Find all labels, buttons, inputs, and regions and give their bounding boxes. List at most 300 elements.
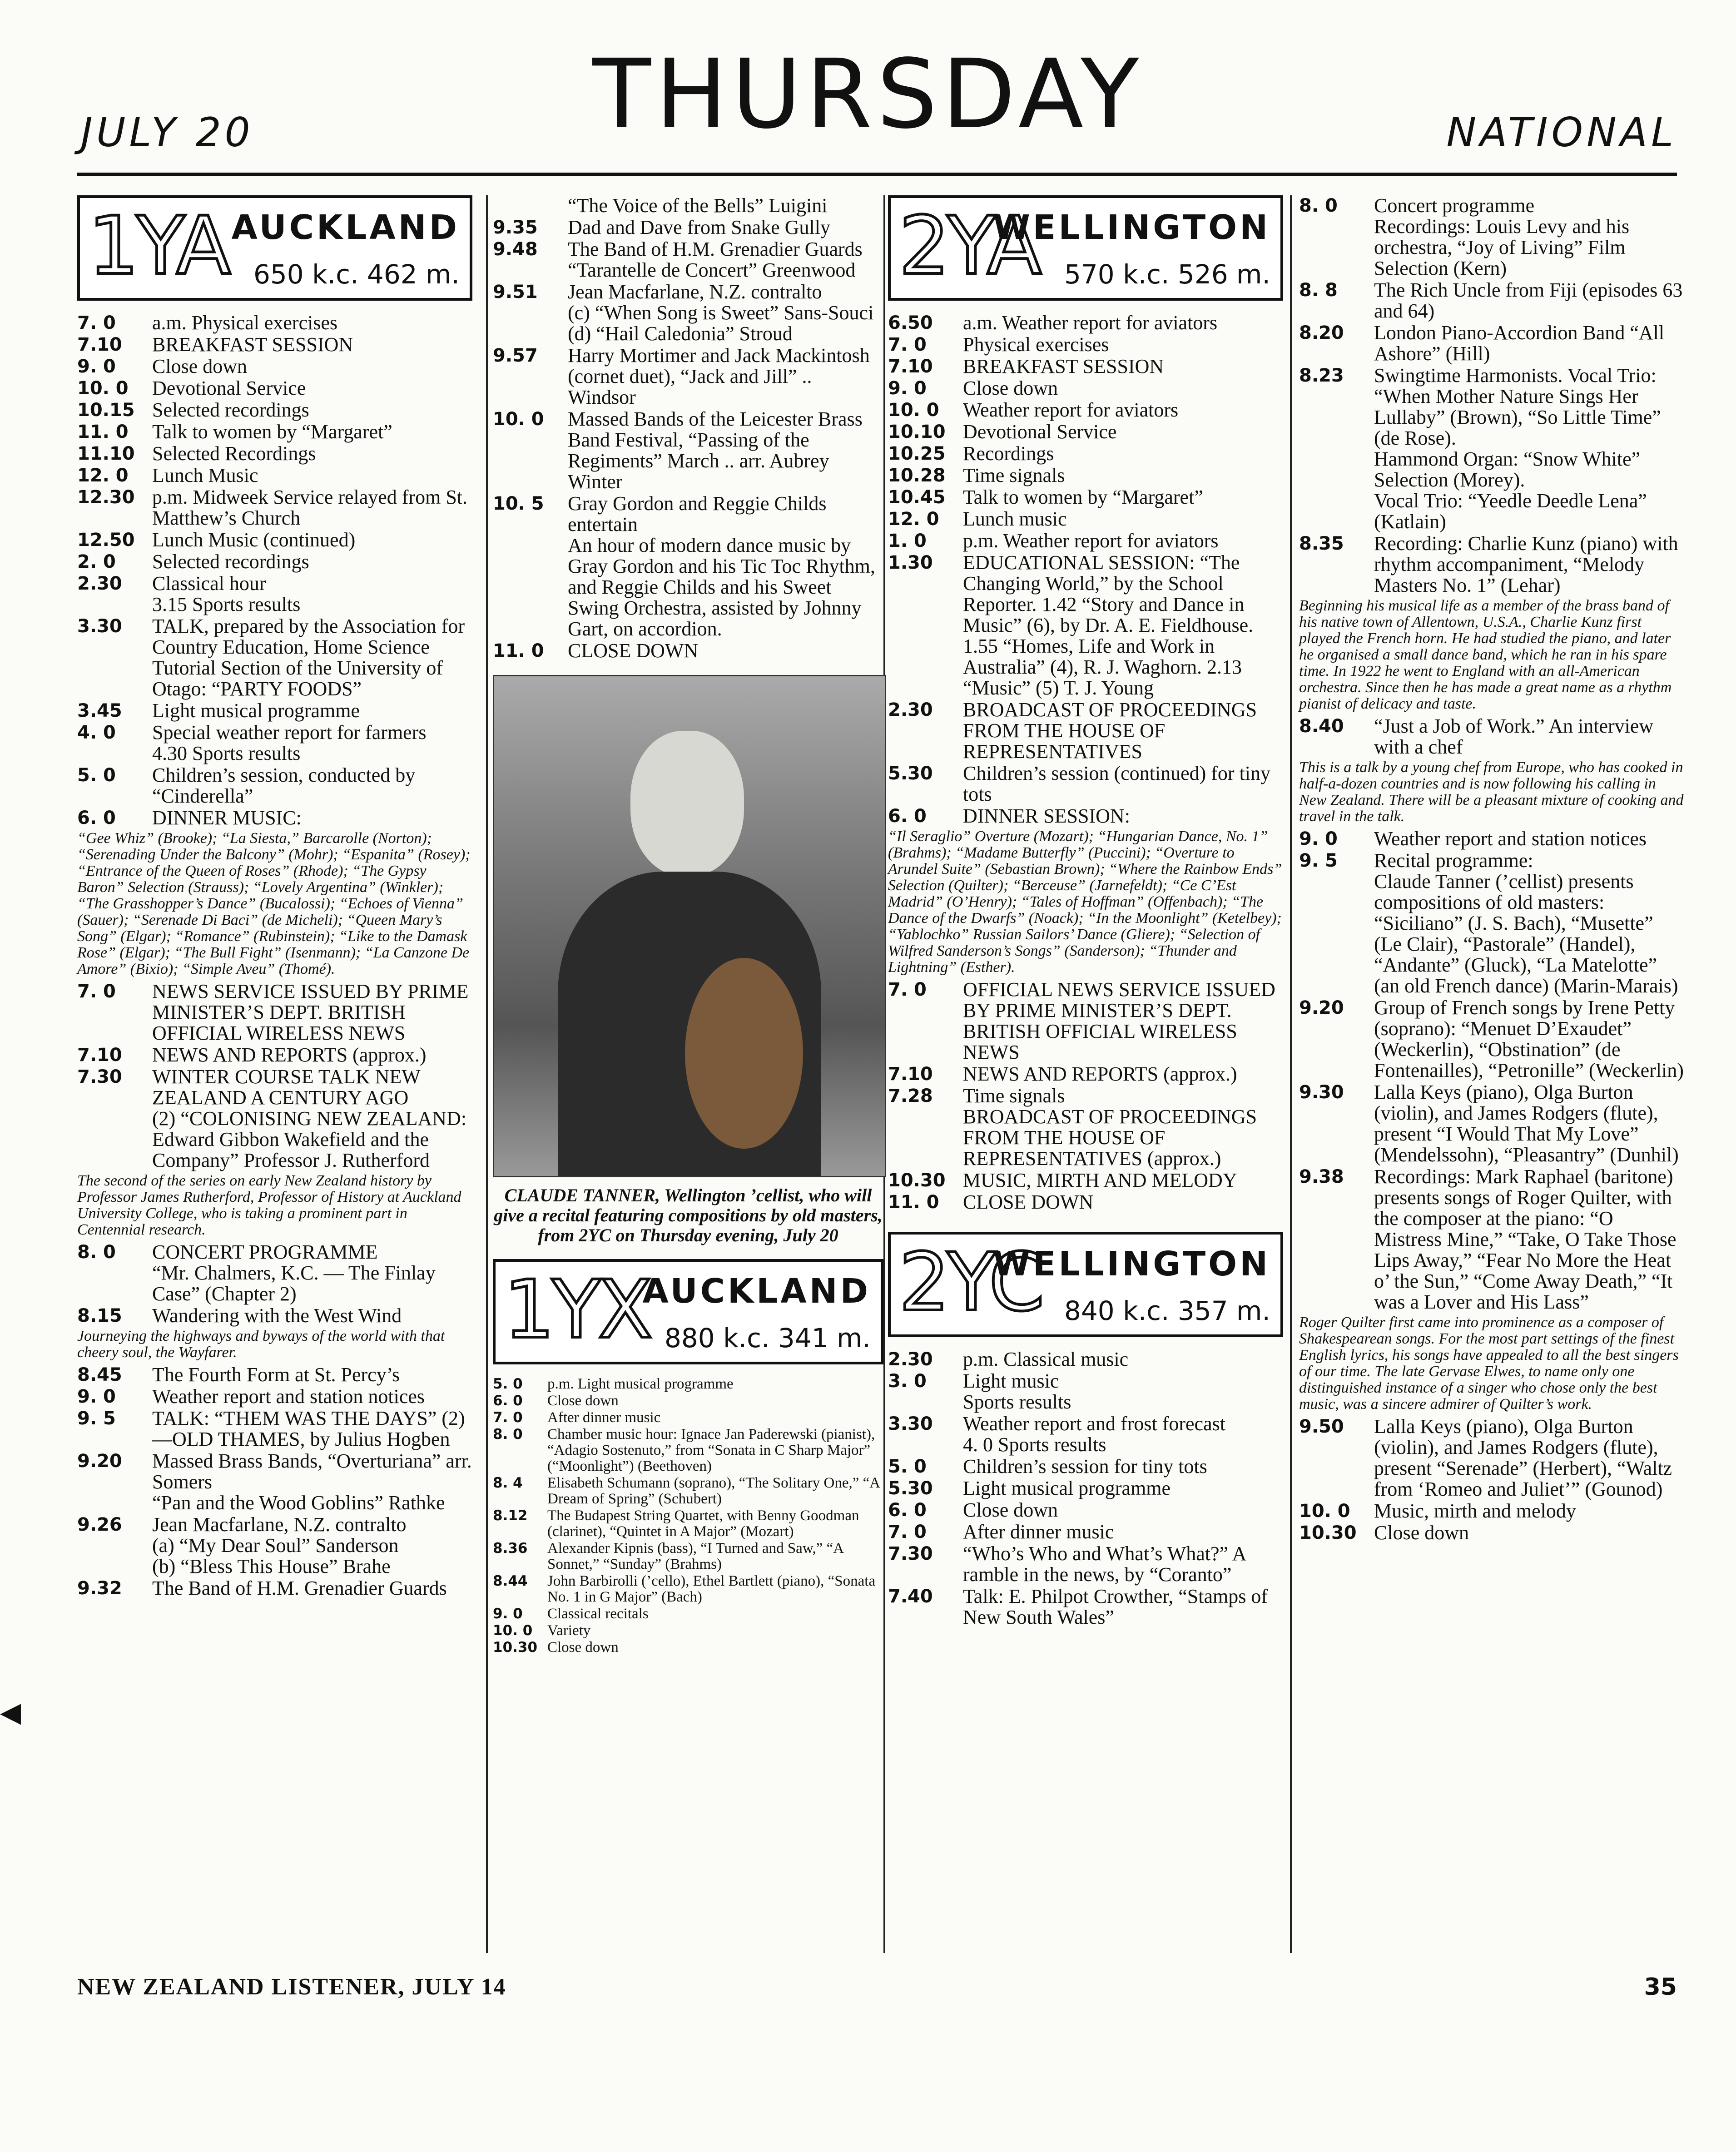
schedule-entry	[888, 1086, 1283, 1169]
header-network: NATIONAL	[1446, 109, 1677, 156]
schedule-entry	[77, 421, 472, 442]
schedule-entry	[888, 1349, 1283, 1370]
schedule-entry	[77, 530, 472, 550]
entry-time: 6.50	[888, 312, 933, 333]
column-1yA	[77, 195, 472, 1600]
station-city: WELLINGTON	[993, 208, 1270, 247]
entry-time: 8.35	[1299, 533, 1344, 554]
entry-time: 9.57	[493, 345, 538, 366]
schedule-entry	[77, 334, 472, 355]
schedule-list	[1299, 716, 1685, 758]
entry-description: Classical hour 3.15 Sports results	[152, 572, 301, 615]
schedule-entry	[1299, 997, 1685, 1081]
header-date: JULY 20	[81, 109, 254, 156]
entry-time: 9.50	[1299, 1416, 1344, 1437]
schedule-entry	[1299, 280, 1685, 322]
entry-time: 7.28	[888, 1086, 933, 1106]
schedule-entry	[493, 640, 883, 661]
schedule-entry	[888, 1192, 1283, 1213]
entry-time: 10. 0	[888, 400, 939, 421]
entry-time: 3.30	[888, 1413, 933, 1434]
schedule-entry	[493, 1508, 883, 1540]
entry-description: Children’s session, conducted by “Cinderella”	[152, 764, 416, 807]
schedule-entry	[77, 465, 472, 486]
schedule-entry	[493, 1573, 883, 1605]
entry-time: 9. 5	[77, 1408, 116, 1429]
entry-time: 7. 0	[77, 312, 116, 333]
dinner-music-note: “Gee Whiz” (Brooke); “La Siesta,” Barcarolle (Norton); “Serenading Under the Balcony” (Mohr); “Espanita” (Rosey); “Entrance of the Queen of Roses” (Rhode); “The Gypsy Baron” Selection (Strauss); “Lovely Argentina” (Winkler); “The Grasshopper’s Dance” (Bucalossi); “Echoes of Vienna” (Sauer); “Serenade Di Baci” (de Micheli); “Queen Mary’s Song” (Elgar); “Romance” (Rubinstein); “Like to the Damask Rose” (Elgar); “The Bull Fight” (Isenmann); “La Canzone De Amore” (Bixio); “Simple Aveu” (Thomé).	[77, 830, 471, 977]
entry-time: 9. 5	[1299, 850, 1338, 871]
column-divider	[486, 195, 488, 1953]
entry-description: Weather report and station notices	[1374, 828, 1647, 850]
entry-time: 9.51	[493, 282, 538, 302]
entry-time: 10.30	[493, 1639, 538, 1656]
entry-description: TALK, prepared by the Association for Country Education, Home Science Tutorial Section of the University of Otago: “PARTY FOODS”	[152, 615, 465, 700]
entry-description: p.m. Light musical programme	[547, 1376, 734, 1392]
entry-time: 2. 0	[77, 551, 116, 572]
entry-description: TALK: “THEM WAS THE DAYS” (2)—OLD THAMES, by Julius Hogben	[152, 1407, 465, 1450]
quilter-note: Roger Quilter first came into prominence as a composer of Shakespearean songs. For the most part settings of the finest English lyrics, his songs have appealed to all the best singers of our time. The late Gervase Elwes, to name only one distinguished instance of a singer who chose only the best music, was a sincere admirer of Quilter’s work.	[1299, 1314, 1679, 1413]
station-logo: 2YA	[899, 199, 1039, 293]
entry-time: 9.48	[493, 239, 538, 260]
column-2	[493, 195, 883, 1656]
entry-description: a.m. Weather report for aviators	[963, 312, 1218, 334]
entry-time: 12. 0	[888, 509, 939, 530]
schedule-entry	[77, 616, 472, 699]
entry-description: Children’s session (continued) for tiny tots	[963, 762, 1271, 805]
entry-time	[493, 195, 568, 216]
entry-time: 8.12	[493, 1507, 528, 1524]
schedule-entry	[1299, 850, 1685, 997]
entry-time: 6. 0	[888, 806, 927, 827]
entry-time: 10. 0	[493, 1622, 533, 1639]
entry-description: Close down	[547, 1393, 619, 1409]
entry-description: Wandering with the West Wind	[152, 1304, 402, 1327]
entry-time: 12.30	[77, 487, 135, 508]
schedule-entry	[77, 1408, 472, 1450]
schedule-entry	[77, 808, 472, 828]
station-logo: 2YC	[899, 1236, 1042, 1329]
entry-description: NEWS AND REPORTS (approx.)	[152, 1044, 427, 1066]
entry-time: 5. 0	[493, 1376, 523, 1392]
schedule-entry	[77, 551, 472, 572]
entry-description: Alexander Kipnis (bass), “I Turned and Saw,” “A Sonnet,” “Sunday” (Brahms)	[547, 1540, 843, 1572]
entry-description: The Budapest String Quartet, with Benny Goodman (clarinet), “Quintet in A Major” (Mozart)	[547, 1507, 859, 1540]
entry-description: BREAKFAST SESSION	[152, 333, 353, 356]
entry-description: Recording: Charlie Kunz (piano) with rhythm accompaniment, “Melody Masters No. 1” (Lehar)	[1374, 532, 1678, 596]
entry-description: Dad and Dave from Snake Gully	[568, 216, 830, 238]
schedule-entry	[493, 1606, 883, 1622]
column-4	[1299, 195, 1685, 1544]
entry-time: 8.15	[77, 1305, 122, 1326]
wind-note: Journeying the highways and byways of the world with that cheery soul, the Wayfarer.	[77, 1328, 445, 1361]
entry-time: 1.30	[888, 552, 933, 573]
entry-description: CLOSE DOWN	[568, 640, 699, 662]
entry-description: Massed Bands of the Leicester Brass Band Festival, “Passing of the Regiments” March .. arr. Aubrey Winter	[568, 408, 863, 493]
entry-time: 11. 0	[77, 421, 129, 442]
schedule-entry	[1299, 195, 1685, 279]
entry-time: 9.26	[77, 1514, 122, 1535]
entry-description: a.m. Physical exercises	[152, 312, 338, 334]
schedule-entry	[888, 531, 1283, 551]
entry-description: DINNER MUSIC:	[152, 807, 302, 829]
entry-time: 5.30	[888, 1478, 933, 1499]
entry-time: 5.30	[888, 763, 933, 784]
schedule-entry	[888, 334, 1283, 355]
column-2ya	[888, 195, 1283, 1629]
schedule-list	[493, 195, 883, 661]
schedule-list	[888, 979, 1283, 1213]
entry-time: 8. 8	[1299, 280, 1338, 301]
schedule-entry	[1299, 1082, 1685, 1165]
schedule-entry	[888, 509, 1283, 530]
schedule-entry	[888, 1500, 1283, 1521]
entry-time: 2.30	[77, 573, 122, 594]
entry-description: Chamber music hour: Ignace Jan Paderewski (pianist), “Adagio Sostenuto,” from “Sonata in C Sharp Major” (“Moonlight”) (Beethoven)	[547, 1426, 875, 1474]
entry-description: DINNER SESSION:	[963, 805, 1130, 827]
entry-description: WINTER COURSE TALK NEW ZEALAND A CENTURY AGO (2) “COLONISING NEW ZEALAND: Edward Gibbon Wakefield and the Company” Professor J. Rutherford	[152, 1066, 467, 1171]
entry-time: 7. 0	[888, 334, 927, 355]
entry-description: Lunch Music	[152, 464, 258, 486]
entry-time: 7.10	[888, 356, 933, 377]
entry-description: Devotional Service	[963, 421, 1117, 443]
entry-time: 4. 0	[77, 722, 116, 743]
schedule-entry	[493, 345, 883, 408]
entry-description: Selected recordings	[152, 399, 309, 421]
entry-time: 11.10	[77, 443, 135, 464]
entry-time: 7. 0	[888, 979, 927, 1000]
schedule-entry	[888, 378, 1283, 399]
entry-time: 9. 0	[493, 1606, 523, 1622]
entry-time: 9.20	[77, 1451, 122, 1472]
entry-time: 9. 0	[77, 356, 116, 377]
entry-description: p.m. Midweek Service relayed from St. Matthew’s Church	[152, 486, 468, 529]
schedule-entry	[1299, 1166, 1685, 1313]
entry-description: Lunch music	[963, 508, 1067, 530]
entry-time: 7.10	[888, 1064, 933, 1085]
entry-description: The Band of H.M. Grenadier Guards	[152, 1577, 447, 1599]
schedule-entry	[888, 1522, 1283, 1542]
talk-note: The second of the series on early New Zealand history by Professor James Rutherford, Professor of History at Auckland University College, who is taking a prominent part in Centennial research.	[77, 1172, 461, 1238]
header-rule	[77, 173, 1677, 176]
entry-time: 12.50	[77, 530, 135, 550]
schedule-entry	[493, 195, 883, 216]
entry-time: 8.44	[493, 1573, 528, 1589]
schedule-entry	[493, 1427, 883, 1474]
station-city: AUCKLAND	[642, 1272, 871, 1311]
schedule-entry	[888, 552, 1283, 699]
entry-description: After dinner music	[963, 1521, 1114, 1543]
schedule-entry	[888, 465, 1283, 486]
entry-description: Talk: E. Philpot Crowther, “Stamps of New South Wales”	[963, 1585, 1268, 1628]
schedule-list	[888, 312, 1283, 827]
schedule-entry	[77, 1364, 472, 1385]
schedule-entry	[888, 1170, 1283, 1191]
entry-time: 3. 0	[888, 1371, 927, 1392]
entry-description: Close down	[547, 1639, 619, 1656]
entry-description: MUSIC, MIRTH AND MELODY	[963, 1169, 1237, 1191]
entry-description: “The Voice of the Bells” Luigini	[568, 194, 828, 217]
entry-time: 11. 0	[888, 1192, 939, 1213]
schedule-entry	[77, 700, 472, 721]
margin-arrow-icon: ◀	[0, 1697, 21, 1727]
entry-description: The Band of H.M. Grenadier Guards “Tarantelle de Concert” Greenwood	[568, 238, 863, 281]
entry-time: 8. 0	[77, 1242, 116, 1263]
schedule-entry	[888, 1064, 1283, 1085]
dinner-session-note: “Il Seraglio” Overture (Mozart); “Hungarian Dance, No. 1” (Brahms); “Madame Butterfly” (Puccini); “Overture to Arundel Suite” (Sebastian Brown); “Where the Rainbow Ends” Selection (Quilter); “Berceuse” (Jarnefeldt); “Ce C’Est Madrid” (O’Henry); “Tales of Hoffman” (Offenbach); “The Dance of the Dwarfs” (Noack); “In the Moonlight” (Ketelbey); “Yablochko” Russian Sailors’ Dance (Gliere); “Selection of Wilfred Sanderson’s Songs” (Sanderson); “Thunder and Lightning” (Esther).	[888, 828, 1282, 976]
entry-time: 10.10	[888, 421, 946, 442]
entry-time: 9.20	[1299, 997, 1344, 1018]
entry-description: Close down	[963, 377, 1058, 399]
entry-description: Music, mirth and melody	[1374, 1500, 1576, 1522]
column-divider	[1290, 195, 1292, 1953]
entry-description: Time signals	[963, 464, 1065, 486]
entry-time: 9.35	[493, 217, 538, 238]
entry-description: Devotional Service	[152, 377, 306, 399]
entry-description: Harry Mortimer and Jack Mackintosh (cornet duet), “Jack and Jill” .. Windsor	[568, 344, 870, 408]
schedule-entry	[493, 1541, 883, 1572]
schedule-entry	[493, 1376, 883, 1392]
schedule-entry	[888, 979, 1283, 1063]
entry-description: Selected Recordings	[152, 442, 316, 465]
schedule-list	[77, 981, 472, 1171]
entry-description: “Just a Job of Work.” An interview with a chef	[1374, 715, 1654, 758]
entry-description: OFFICIAL NEWS SERVICE ISSUED BY PRIME MINISTER’S DEPT. BRITISH OFFICIAL WIRELESS NEWS	[963, 978, 1275, 1063]
entry-time: 10.30	[888, 1170, 946, 1191]
schedule-entry	[77, 312, 472, 333]
schedule-entry	[888, 1371, 1283, 1413]
schedule-entry	[888, 1543, 1283, 1585]
entry-time: 9.30	[1299, 1082, 1344, 1103]
schedule-entry	[888, 1586, 1283, 1628]
schedule-entry	[1299, 716, 1685, 758]
entry-time: 7. 0	[888, 1522, 927, 1542]
claude-tanner-photo	[493, 675, 886, 1177]
schedule-entry	[77, 981, 472, 1044]
schedule-entry	[493, 1393, 883, 1409]
entry-description: Swingtime Harmonists. Vocal Trio: “When Mother Nature Sings Her Lullaby” (Brown), “So Little Time” (de Rose). Hammond Organ: “Snow White” Selection (Morey). Vocal Trio: “Yeedle Deedle Lena” (Katlain)	[1374, 364, 1661, 533]
entry-description: Jean Macfarlane, N.Z. contralto (c) “When Song is Sweet” Sans-Souci (d) “Hail Caledonia” Stroud	[568, 281, 874, 345]
entry-time: 8.36	[493, 1540, 528, 1557]
entry-description: Special weather report for farmers 4.30 Sports results	[152, 721, 427, 764]
entry-description: After dinner music	[547, 1409, 661, 1426]
entry-description: Lunch Music (continued)	[152, 529, 356, 551]
entry-description: NEWS AND REPORTS (approx.)	[963, 1063, 1237, 1085]
station-header-2yc	[888, 1232, 1283, 1337]
entry-time: 10.30	[1299, 1522, 1357, 1543]
schedule-entry	[493, 409, 883, 492]
entry-time: 5. 0	[77, 765, 116, 786]
footer-publication: NEW ZEALAND LISTENER, JULY 14	[77, 1974, 506, 2000]
schedule-list	[77, 1364, 472, 1599]
schedule-entry	[77, 400, 472, 421]
entry-description: Weather report for aviators	[963, 399, 1179, 421]
entry-time: 10. 0	[77, 378, 129, 399]
entry-time: 8.20	[1299, 322, 1344, 343]
entry-description: Recordings	[963, 442, 1054, 465]
entry-description: Physical exercises	[963, 333, 1109, 356]
entry-description: Selected recordings	[152, 550, 309, 573]
station-frequency: 650 k.c. 462 m.	[253, 259, 460, 290]
entry-description: Close down	[1374, 1522, 1469, 1544]
entry-description: Weather report and frost forecast 4. 0 Sports results	[963, 1413, 1225, 1456]
station-city: AUCKLAND	[231, 208, 460, 247]
schedule-entry	[1299, 533, 1685, 596]
schedule-list	[77, 1242, 472, 1326]
schedule-entry	[888, 763, 1283, 805]
schedule-entry	[888, 806, 1283, 827]
entry-description: Lalla Keys (piano), Olga Burton (violin), and James Rodgers (flute), present “I Would That My Love” (Mendelssohn), “Pleasantry” (Dunhil)	[1374, 1081, 1679, 1166]
entry-time: 6. 0	[77, 808, 116, 828]
entry-time: 1. 0	[888, 531, 927, 551]
schedule-entry	[77, 1386, 472, 1407]
schedule-entry	[77, 1242, 472, 1304]
schedule-entry	[888, 487, 1283, 508]
entry-time: 8. 4	[493, 1475, 523, 1491]
schedule-entry	[1299, 1522, 1685, 1543]
entry-time: 10.28	[888, 465, 946, 486]
entry-time: 8.45	[77, 1364, 122, 1385]
entry-time: 2.30	[888, 1349, 933, 1370]
entry-time: 5. 0	[888, 1456, 927, 1477]
entry-time: 3.45	[77, 700, 122, 721]
station-header-1ya	[77, 195, 472, 301]
entry-description: p.m. Weather report for aviators	[963, 530, 1219, 552]
entry-description: London Piano-Accordion Band “All Ashore” (Hill)	[1374, 322, 1665, 365]
entry-description: Light music Sports results	[963, 1370, 1071, 1413]
station-frequency: 880 k.c. 341 m.	[664, 1323, 871, 1354]
entry-description: Gray Gordon and Reggie Childs entertain An hour of modern dance music by Gray Gordon and his Tic Toc Rhythm, and Reggie Childs and his Sweet Swing Orchestra, assisted by Johnny Gart, on accordion.	[568, 492, 875, 640]
entry-description: Time signals BROADCAST OF PROCEEDINGS FROM THE HOUSE OF REPRESENTATIVES (approx.)	[963, 1085, 1257, 1170]
entry-time: 6. 0	[493, 1393, 523, 1409]
entry-description: Classical recitals	[547, 1606, 649, 1622]
schedule-entry	[77, 487, 472, 529]
schedule-entry	[888, 421, 1283, 442]
schedule-list	[888, 1349, 1283, 1628]
entry-time: 11. 0	[493, 640, 544, 661]
cello-icon	[685, 958, 803, 1149]
station-logo: 1YA	[88, 199, 228, 293]
chef-note: This is a talk by a young chef from Europe, who has cooked in half-a-dozen countries and is now following his calling in New Zealand. There will be a pleasant mixture of cooking and travel in the talk.	[1299, 759, 1684, 825]
entry-description: BROADCAST OF PROCEEDINGS FROM THE HOUSE OF REPRESENTATIVES	[963, 699, 1257, 763]
schedule-entry	[77, 443, 472, 464]
schedule-entry	[77, 1451, 472, 1513]
page-number: 35	[1644, 1973, 1677, 2001]
station-header-1yx	[493, 1259, 883, 1364]
entry-description: John Barbirolli (’cello), Ethel Bartlett (piano), “Sonata No. 1 in G Major” (Bach)	[547, 1573, 876, 1605]
entry-time: 10. 5	[493, 493, 544, 514]
kunz-note: Beginning his musical life as a member of the brass band of his native town of Allentown, U.S.A., Charlie Kunz first played the French horn. He had studied the piano, and later he organised a small dance band, which he ran in his spare time. In 1922 he went to England with an all-American orchestra. Since then he has made a great name as a rhythm pianist of delicacy and taste.	[1299, 597, 1672, 712]
entry-time: 8. 0	[1299, 195, 1338, 216]
entry-description: Close down	[963, 1499, 1058, 1521]
entry-description: Light musical programme	[963, 1477, 1171, 1499]
entry-time: 7.30	[77, 1066, 122, 1087]
entry-description: The Rich Uncle from Fiji (episodes 63 and 64)	[1374, 279, 1683, 322]
schedule-entry	[888, 1478, 1283, 1499]
entry-time: 8.40	[1299, 716, 1344, 737]
schedule-entry	[493, 1640, 883, 1656]
schedule-entry	[493, 493, 883, 640]
entry-time: 7.30	[888, 1543, 933, 1564]
entry-time: 8.23	[1299, 365, 1344, 386]
station-frequency: 840 k.c. 357 m.	[1064, 1295, 1270, 1326]
schedule-entry	[1299, 1416, 1685, 1500]
entry-description: p.m. Classical music	[963, 1348, 1129, 1370]
entry-time: 9.38	[1299, 1166, 1344, 1187]
schedule-entry	[888, 312, 1283, 333]
entry-time: 6. 0	[888, 1500, 927, 1521]
entry-time: 9. 0	[77, 1386, 116, 1407]
entry-time: 12. 0	[77, 465, 129, 486]
schedule-entry	[77, 1578, 472, 1599]
schedule-entry	[493, 1475, 883, 1507]
schedule-entry	[77, 378, 472, 399]
schedule-entry	[1299, 322, 1685, 364]
entry-description: Lalla Keys (piano), Olga Burton (violin), and James Rodgers (flute), present “Serenade” (Herbert), “Waltz from ‘Romeo and Juliet’” (Gounod)	[1374, 1415, 1672, 1500]
schedule-entry	[493, 239, 883, 281]
entry-time: 10.45	[888, 487, 946, 508]
entry-description: NEWS SERVICE ISSUED BY PRIME MINISTER’S DEPT. BRITISH OFFICIAL WIRELESS NEWS	[152, 980, 469, 1044]
schedule-entry	[888, 699, 1283, 762]
schedule-entry	[493, 1623, 883, 1639]
entry-time: 3.30	[77, 616, 122, 637]
entry-time: 10. 0	[1299, 1501, 1350, 1522]
entry-description: BREAKFAST SESSION	[963, 355, 1164, 377]
entry-description: Talk to women by “Margaret”	[963, 486, 1203, 508]
schedule-entry	[493, 217, 883, 238]
schedule-entry	[77, 1305, 472, 1326]
entry-description: CONCERT PROGRAMME “Mr. Chalmers, K.C. — The Finlay Case” (Chapter 2)	[152, 1241, 436, 1305]
entry-time: 7.10	[77, 1045, 122, 1066]
schedule-list	[1299, 1416, 1685, 1543]
schedule-list	[77, 312, 472, 828]
schedule-entry	[77, 1045, 472, 1066]
entry-time: 7. 0	[493, 1409, 523, 1426]
entry-time: 10. 0	[493, 409, 544, 430]
schedule-entry	[493, 282, 883, 344]
schedule-entry	[1299, 828, 1685, 849]
schedule-entry	[1299, 1501, 1685, 1522]
entry-time: 7.40	[888, 1586, 933, 1607]
schedule-entry	[77, 1066, 472, 1171]
entry-time: 9.32	[77, 1578, 122, 1599]
entry-description: Recital programme: Claude Tanner (’cellist) presents compositions of old masters: “Siciliano” (J. S. Bach), “Musette” (Le Clair), “Pastorale” (Handel), “Andante” (Gluck), “La Matelotte” (an old French dance) (Marin-Marais)	[1374, 849, 1678, 997]
entry-description: Concert programme Recordings: Louis Levy and his orchestra, “Joy of Living” Film Selection (Kern)	[1374, 194, 1630, 279]
schedule-list	[493, 1376, 883, 1656]
station-frequency: 570 k.c. 526 m.	[1064, 259, 1270, 290]
entry-description: The Fourth Form at St. Percy’s	[152, 1364, 400, 1386]
schedule-entry	[493, 1410, 883, 1426]
station-header-2ya	[888, 195, 1283, 301]
photo-caption: CLAUDE TANNER, Wellington ’cellist, who will give a recital featuring compositions by old masters, from 2YC on Thursday evening, July 20	[494, 1185, 883, 1245]
station-logo: 1YX	[504, 1263, 650, 1356]
entry-description: Jean Macfarlane, N.Z. contralto (a) “My Dear Soul” Sanderson (b) “Bless This House” Brahe	[152, 1513, 407, 1577]
entry-description: Close down	[152, 355, 247, 377]
entry-time: 10.15	[77, 400, 135, 421]
entry-time: 8. 0	[493, 1426, 523, 1443]
schedule-entry	[77, 765, 472, 807]
schedule-entry	[888, 1456, 1283, 1477]
schedule-entry	[888, 1413, 1283, 1455]
schedule-entry	[77, 722, 472, 764]
page-title: THURSDAY	[592, 39, 1144, 150]
entry-time: 9. 0	[1299, 828, 1338, 849]
schedule-entry	[888, 443, 1283, 464]
entry-description: “Who’s Who and What’s What?” A ramble in the news, by “Coranto”	[963, 1542, 1245, 1586]
entry-time: 2.30	[888, 699, 933, 720]
entry-description: Recordings: Mark Raphael (baritone) presents songs of Roger Quilter, with the composer at the piano: “O Mistress Mine,” “Take, O Take Those Lips Away,” “Fear No More the Heat o’ the Sun,” “Come Away Death,” “It was a Lover and His Lass”	[1374, 1165, 1676, 1313]
schedule-entry	[77, 356, 472, 377]
